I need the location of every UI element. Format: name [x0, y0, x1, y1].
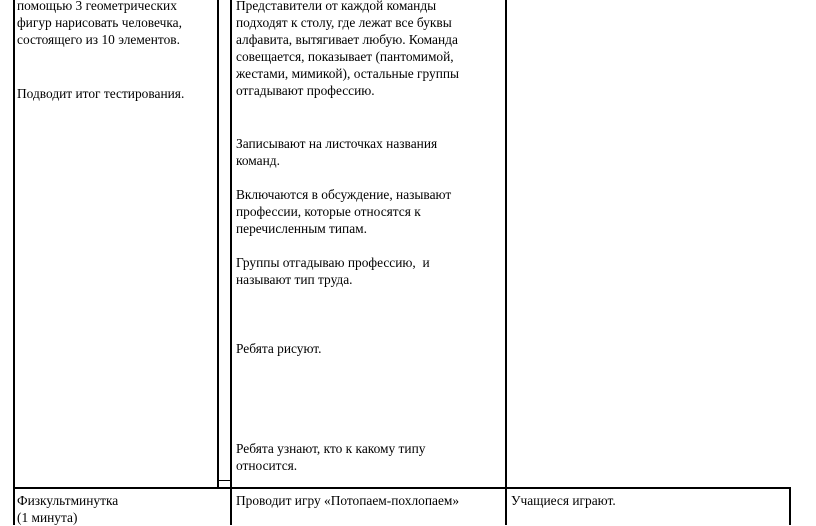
row2-col1-text: Физкультминутка (1 минута) [17, 493, 119, 525]
table-row-divider-inner [218, 480, 231, 481]
row1-col1-paragraph-2: Подводит итог тестирования. [17, 86, 185, 101]
table-border-col1-right-row1b [230, 0, 232, 488]
row1-col1-paragraph-1: помощью 3 геометрических фигур нарисовать человечка, состоящего из 10 элементов. [17, 0, 182, 47]
table-border-col1-right-row1a [217, 0, 219, 488]
row2-col3-text: Учащиеся играют. [511, 493, 616, 508]
row1-col2-paragraph-6: Ребята узнают, кто к какому типу относится. [236, 441, 426, 473]
table-row-divider [13, 487, 791, 489]
row1-col2-paragraph-3: Включаются в обсуждение, называют профессии, которые относятся к перечисленным типам. [236, 187, 452, 236]
row1-col2-paragraph-2: Записывают на листочках названия команд. [236, 136, 438, 168]
row1-col2-paragraph-4: Группы отгадываю профессию, и называют тип труда. [236, 255, 430, 287]
row1-col2-paragraph-5: Ребята рисуют. [236, 341, 322, 356]
row1-col2-paragraph-1: Представители от каждой команды подходят к столу, где лежат все буквы алфавита, вытягивает любую. Команда совещается, показывает (пантомимой, жестами, мимикой), остальные группы отгадывают профессию. [236, 0, 460, 98]
table-border-left [13, 0, 15, 525]
table-border-right [789, 488, 791, 525]
table-border-col2-right [505, 0, 507, 525]
table-border-col1-right-row2 [230, 488, 232, 525]
row2-col2-text: Проводит игру «Потопаем-похлопаем» [236, 493, 460, 508]
